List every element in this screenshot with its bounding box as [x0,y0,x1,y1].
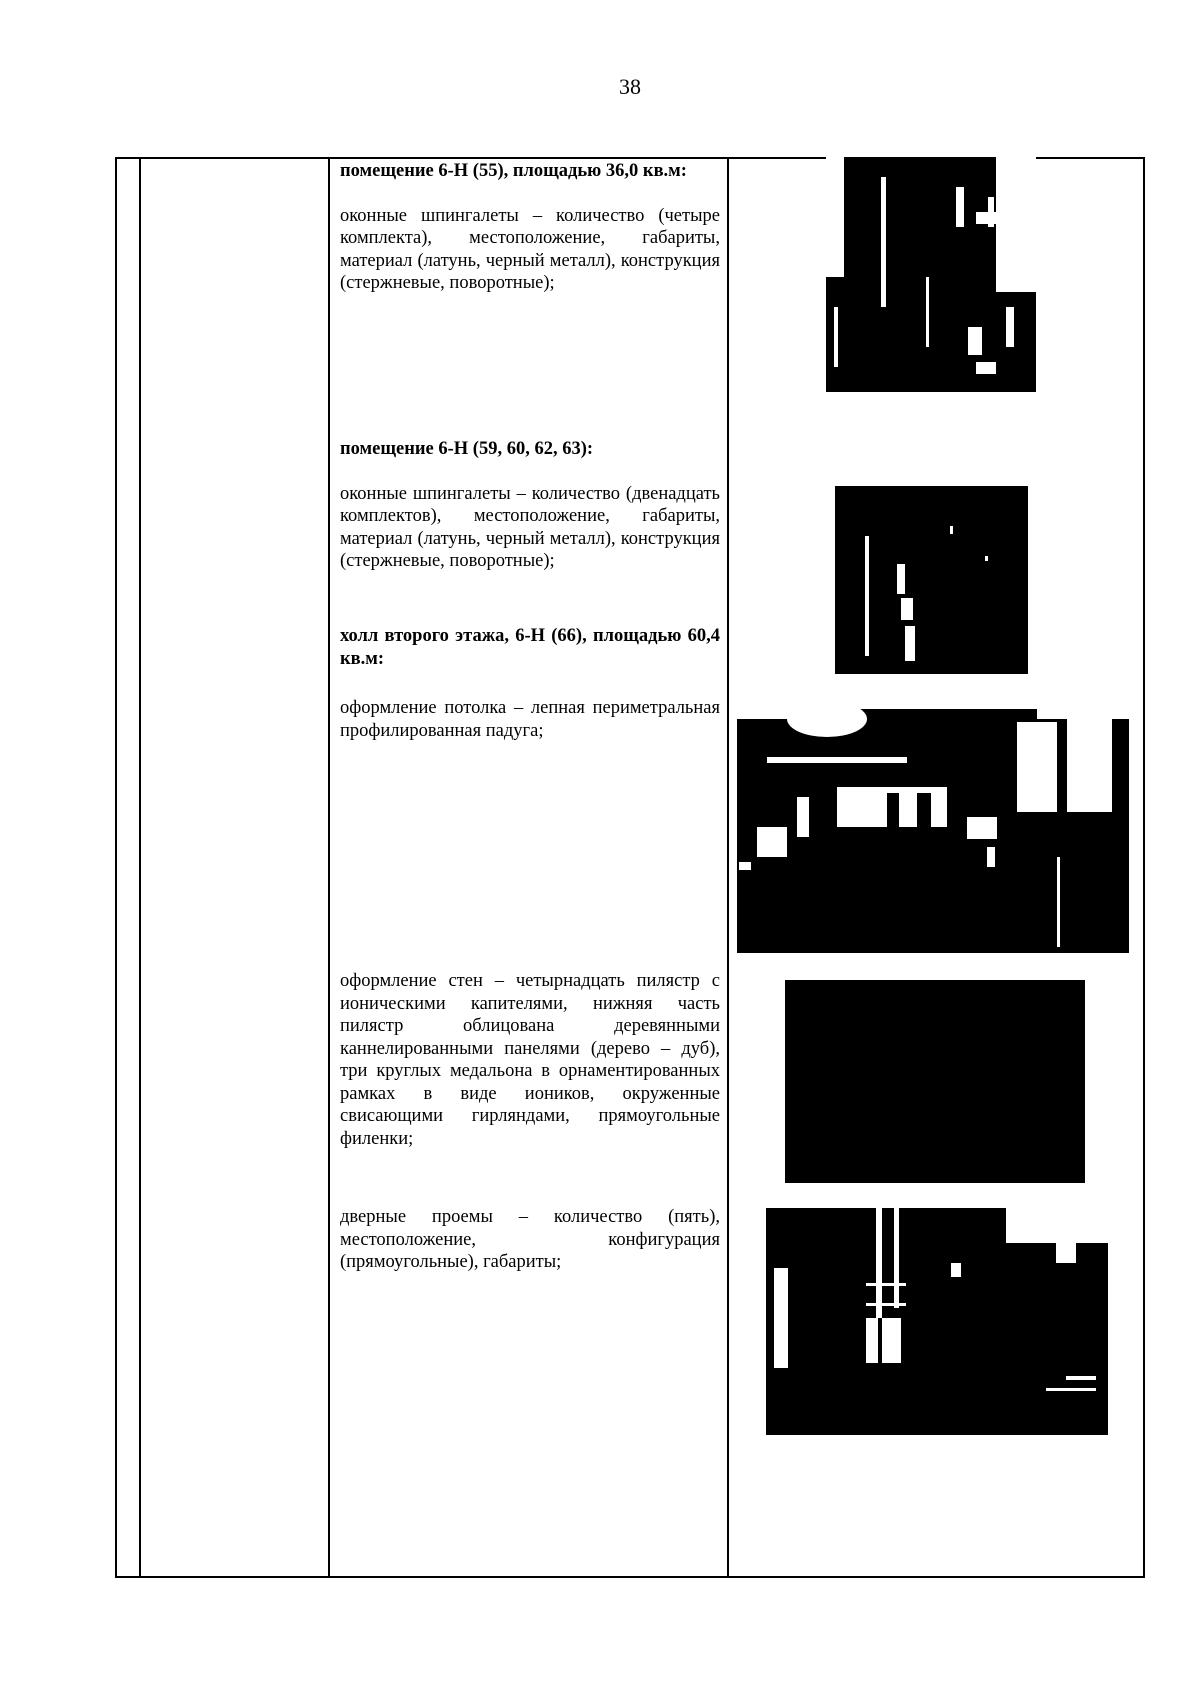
column-divider-1 [139,159,141,1576]
photo-hall-walls [785,980,1085,1183]
photo-window-latch-room-55 [826,157,1036,392]
entry-rooms-59-63 [340,438,720,573]
entry-room-55 [340,160,720,295]
entry-item-text: дверные проемы – количество (пять), местоположение, конфигурация (прямоугольные), габариты; [340,1207,720,1272]
page-number: 38 [619,74,641,99]
entry-item-text: оформление потолка – лепная периметральная профилированная падуга; [340,698,720,741]
entry-heading: помещение 6-Н (59, 60, 62, 63): [340,439,594,459]
entry-item-window-latches: оконные шпингалеты – количество (двенадцать комплектов), местоположение, габариты, материал (латунь, черный металл), конструкция (стержневые, поворотные); [340,483,720,571]
entry-item-walls [340,970,720,1150]
column-divider-3 [727,159,729,1576]
photo-window-latches-rooms-59-63 [835,486,1028,674]
entry-hall-66 [340,625,720,670]
column-divider-2 [328,159,330,1576]
entry-item-text: оформление стен – четырнадцать пилястр с ионическими капителями, нижняя часть пилястр облицована деревянными каннелированными панелями (дерево – дуб), три круглых медальона в орнаментированных рамках в виде иоников, окруженные свисающими гирляндами, прямоугольные филенки; [340,971,720,1149]
entry-heading: помещение 6-Н (55), площадью 36,0 кв.м: [340,161,687,181]
entry-item-ceiling [340,697,720,742]
photo-hall-doorways [766,1208,1108,1435]
entry-item-doorways [340,1206,720,1274]
photo-hall-ceiling [737,697,1129,953]
entry-heading: холл второго этажа, 6-Н (66), площадью 60,4 кв.м: [340,626,720,669]
entry-item-window-latches: оконные шпингалеты – количество (четыре комплекта), местоположение, габариты, материал (латунь, черный металл), конструкция (стержневые, поворотные); [340,205,720,293]
